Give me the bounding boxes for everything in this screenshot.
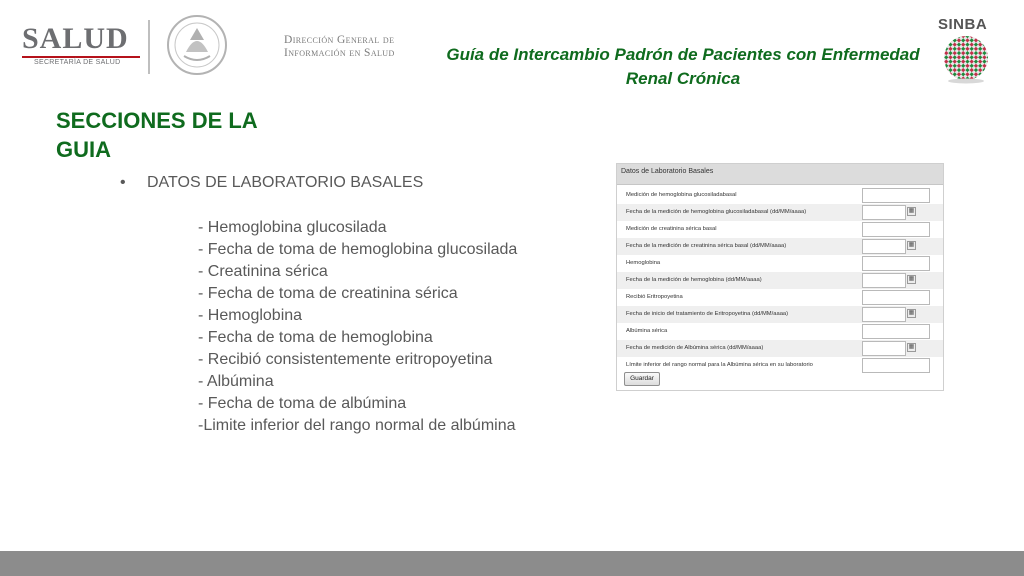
national-seal-icon (166, 14, 228, 76)
form-row (617, 272, 943, 289)
salud-logo-word: SALUD (22, 22, 129, 55)
form-row-label: Albúmina sérica (626, 328, 668, 334)
dgis-line-2: Información en Salud (284, 47, 395, 59)
form-row-label: Fecha de inicio del tratamiento de Eritropoyetina (dd/MM/aaaa) (626, 311, 789, 317)
form-header (617, 164, 943, 185)
creatinine-date-input[interactable] (862, 239, 906, 254)
guide-title-line-1: Guía de Intercambio Padrón de Pacientes con Enfermedad (446, 45, 920, 64)
salud-logo-subtitle: SECRETARÍA DE SALUD (34, 59, 121, 66)
bullet-heading: DATOS DE LABORATORIO BASALES (147, 174, 424, 191)
hemoglobin-input[interactable] (862, 256, 930, 271)
section-title-line-1: SECCIONES DE LA (56, 108, 258, 133)
form-row-label: Fecha de la medición de creatinina sérica basal (dd/MM/aaaa) (626, 243, 787, 249)
form-row (617, 357, 943, 374)
guide-title-line-2: Renal Crónica (625, 69, 741, 88)
list-item: - Hemoglobina (198, 307, 303, 324)
albumin-date-input[interactable] (862, 341, 906, 356)
footer-bar (0, 551, 1024, 576)
form-row (617, 323, 943, 340)
hemoglobin-date-input[interactable] (862, 273, 906, 288)
form-row-label: Fecha de la medición de hemoglobina glucosiladabasal (dd/MM/aaaa) (626, 209, 807, 215)
form-row (617, 306, 943, 323)
form-row-label: Hemoglobina (626, 260, 661, 266)
form-row-label: Recibió Eritropoyetina (626, 294, 683, 300)
list-item: - Hemoglobina glucosilada (198, 219, 387, 236)
form-row-label: Límite inferior del rango normal para la Albúmina sérica en su laboratorio (626, 362, 813, 368)
list-item: - Fecha de toma de hemoglobina (198, 329, 433, 346)
epo-input[interactable] (862, 290, 930, 305)
list-item: -Limite inferior del rango normal de albúmina (198, 417, 516, 434)
salud-logo-rule (22, 56, 140, 58)
field-list (198, 217, 517, 437)
form-row-label: Medición de creatinina sérica basal (626, 226, 717, 232)
header-divider (148, 20, 150, 74)
calendar-icon[interactable]: ▦ (908, 344, 915, 350)
calendar-icon[interactable]: ▦ (908, 310, 915, 316)
form-row-label: Medición de hemoglobina glucosiladabasal (626, 192, 737, 198)
hba1c-input[interactable] (862, 188, 930, 203)
form-row-label: Fecha de medición de Albúmina sérica (dd/MM/aaaa) (626, 345, 764, 351)
sinba-globe-icon (942, 34, 990, 84)
form-row-label: Fecha de la medición de hemoglobina (dd/MM/aaaa) (626, 277, 762, 283)
section-title-line-2: GUIA (56, 137, 111, 162)
form-row (617, 238, 943, 255)
hba1c-date-input[interactable] (862, 205, 906, 220)
form-row (617, 340, 943, 357)
form-title: Datos de Laboratorio Basales (621, 168, 714, 175)
epo-date-input[interactable] (862, 307, 906, 322)
list-item: - Albúmina (198, 373, 274, 390)
guide-title (440, 43, 926, 91)
form-row (617, 204, 943, 221)
section-title (56, 106, 258, 164)
list-item: - Recibió consistentemente eritropoyetina (198, 351, 493, 368)
dgis-line-1: Dirección General de (284, 34, 395, 46)
form-row (617, 289, 943, 306)
calendar-icon[interactable]: ▦ (908, 208, 915, 214)
save-button[interactable]: Guardar (624, 372, 660, 386)
calendar-icon[interactable]: ▦ (908, 242, 915, 248)
calendar-icon[interactable]: ▦ (908, 276, 915, 282)
albumin-lower-limit-input[interactable] (862, 358, 930, 373)
sinba-label: SINBA (938, 16, 988, 33)
form-row (617, 187, 943, 204)
form-row (617, 221, 943, 238)
lab-form-panel (616, 163, 944, 391)
albumin-input[interactable] (862, 324, 930, 339)
list-item: - Fecha de toma de creatinina sérica (198, 285, 458, 302)
dgis-logo-text (284, 34, 395, 60)
bullet-marker: • (120, 174, 126, 191)
creatinine-input[interactable] (862, 222, 930, 237)
list-item: - Creatinina sérica (198, 263, 328, 280)
list-item: - Fecha de toma de hemoglobina glucosilada (198, 241, 518, 258)
salud-logo (22, 22, 140, 70)
list-item: - Fecha de toma de albúmina (198, 395, 407, 412)
form-row (617, 255, 943, 272)
